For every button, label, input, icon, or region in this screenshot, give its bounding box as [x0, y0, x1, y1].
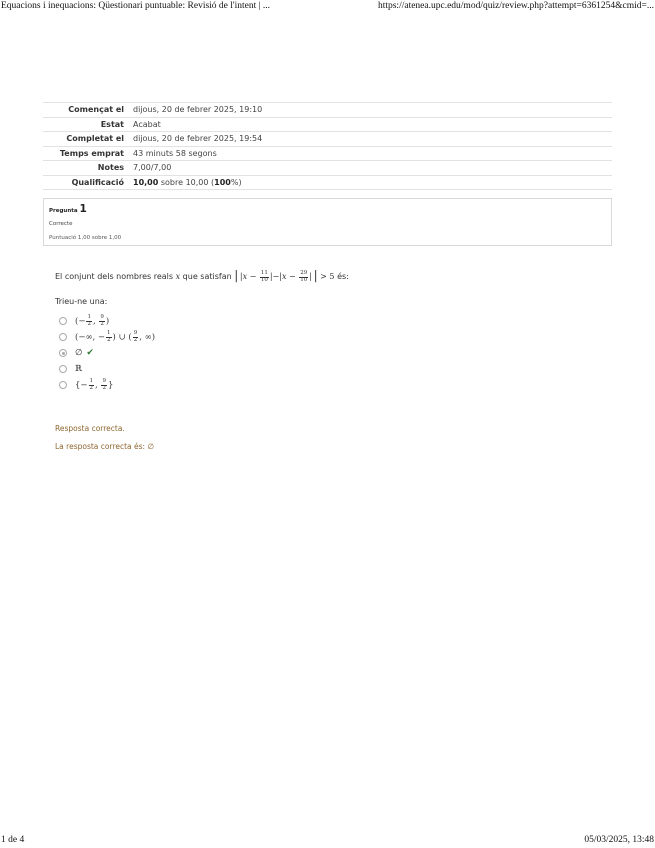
summary-label: Notes — [97, 163, 124, 173]
question-state: Correcte — [49, 221, 73, 227]
answer-option[interactable] — [59, 361, 155, 377]
option-label: ℝ — [75, 364, 83, 374]
print-datetime: 05/03/2025, 13:48 — [584, 835, 654, 845]
summary-row — [43, 103, 612, 118]
summary-row — [43, 146, 612, 161]
grade-value: 10,00 sobre 10,00 (100%) — [133, 177, 242, 187]
answer-option[interactable] — [59, 329, 155, 345]
summary-value: Acabat — [133, 119, 161, 129]
question-info-box — [43, 198, 612, 246]
summary-value: dijous, 20 de febrer 2025, 19:10 — [133, 105, 263, 115]
summary-value: 43 minuts 58 segons — [133, 148, 217, 158]
summary-label: Completat el — [66, 134, 124, 144]
question-number: Pregunta 1 — [49, 203, 87, 215]
summary-value: dijous, 20 de febrer 2025, 19:54 — [133, 134, 263, 144]
option-label: ∅ — [75, 348, 83, 358]
question-text: El conjunt dels nombres reals x que satisfan | |x − $\frac{11}{10}$ |−|x − $\frac{29}{10}$ | | > 5 és: — [55, 268, 349, 283]
summary-row-grade — [43, 175, 612, 190]
print-page-url: https://atenea.upc.edu/mod/quiz/review.php?attempt=6361254&cmid=... — [377, 1, 654, 11]
summary-row — [43, 161, 612, 176]
answer-option[interactable] — [59, 377, 155, 393]
print-page-title: Equacions i inequacions: Qüestionari puntuable: Revisió de l'intent | ... — [1, 1, 271, 11]
radio-button[interactable] — [59, 381, 67, 389]
answer-option[interactable] — [59, 313, 155, 329]
grade-label: Qualificació — [71, 177, 124, 187]
correct-check-icon: ✔ — [86, 348, 94, 358]
feedback-correct: Resposta correcta. — [55, 424, 125, 433]
summary-label: Començat el — [68, 105, 124, 115]
radio-button[interactable] — [59, 333, 67, 341]
feedback — [55, 424, 154, 451]
summary-row — [43, 132, 612, 147]
option-label: (− $\frac{1}{2}$ , $\frac{9}{2}$ ) — [75, 314, 110, 327]
answer-option-selected[interactable] — [59, 345, 155, 361]
feedback-right-answer: La resposta correcta és: ∅ — [55, 442, 154, 451]
summary-label: Estat — [100, 119, 124, 129]
radio-button-selected[interactable] — [59, 349, 67, 357]
question-formula: | |x − $\frac{11}{10}$ |−|x − $\frac{29}{10}$ | | > 5 — [234, 268, 338, 283]
option-label: {− $\frac{1}{2}$ , $\frac{9}{2}$ } — [75, 378, 114, 391]
summary-row — [43, 117, 612, 132]
option-label: (−∞, − $\frac{1}{2}$ ) ∪ ( $\frac{9}{2}$ , ∞) — [75, 330, 156, 343]
summary-value: 7,00/7,00 — [133, 163, 172, 173]
summary-label: Temps emprat — [59, 148, 124, 158]
attempt-summary-table — [43, 102, 612, 190]
answer-prompt: Trieu-ne una: — [55, 297, 108, 306]
radio-button[interactable] — [59, 365, 67, 373]
radio-button[interactable] — [59, 317, 67, 325]
answer-options — [59, 313, 155, 393]
page-counter: 1 de 4 — [1, 835, 25, 845]
question-mark: Puntuació 1,00 sobre 1,00 — [49, 235, 122, 241]
